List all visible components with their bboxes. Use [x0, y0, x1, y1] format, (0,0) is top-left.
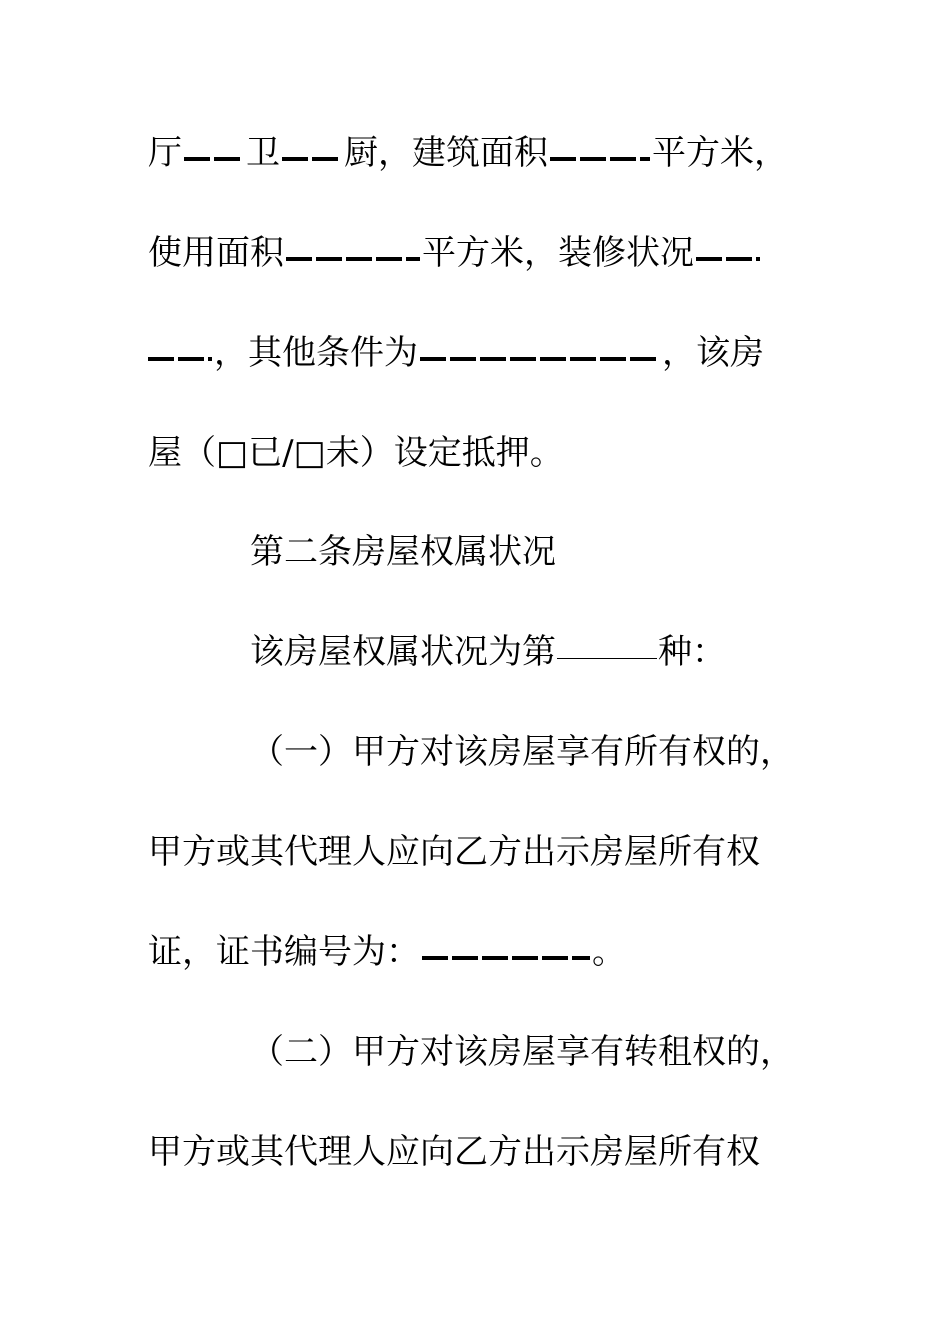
text-segment: 平方米， — [652, 133, 788, 173]
text-segment: ，其他条件为 — [214, 333, 418, 373]
text-line-9 — [148, 927, 950, 977]
fill-blank[interactable] — [286, 257, 420, 261]
text-segment: 证，证书编号为： — [148, 932, 420, 972]
text-segment: 使用面积 — [148, 233, 284, 273]
text-line-2 — [148, 228, 950, 278]
fill-blank[interactable] — [696, 257, 760, 261]
fill-blank[interactable] — [148, 357, 212, 361]
text-line-1 — [148, 128, 950, 178]
fill-blank[interactable] — [422, 956, 590, 960]
text-segment: 第二条房屋权属状况 — [250, 532, 556, 572]
section-heading — [250, 527, 950, 577]
fill-blank[interactable] — [550, 157, 650, 161]
fill-blank[interactable] — [282, 157, 342, 161]
text-segment: 卫 — [246, 133, 280, 173]
text-segment: 甲方或其代理人应向乙方出示房屋所有权 — [148, 832, 760, 872]
fill-blank[interactable] — [420, 357, 660, 361]
text-line-8 — [148, 827, 950, 877]
text-line-3 — [148, 328, 950, 378]
text-segment: ，该房 — [662, 333, 764, 373]
text-line-10 — [250, 1027, 950, 1077]
text-segment: 平方米，装修状况 — [422, 233, 694, 273]
text-segment: 屋（□已/□未）设定抵押。 — [148, 433, 564, 473]
text-segment: 该房屋权属状况为第 — [250, 632, 556, 672]
text-segment: 厨，建筑面积 — [344, 133, 548, 173]
text-line-7 — [250, 727, 950, 777]
fill-blank[interactable] — [184, 157, 244, 161]
fill-blank[interactable] — [557, 658, 657, 659]
text-segment: 。 — [592, 932, 626, 972]
text-segment: （一）甲方对该房屋享有所有权的， — [250, 732, 794, 772]
text-segment: （二）甲方对该房屋享有转租权的， — [250, 1032, 794, 1072]
text-line-11 — [148, 1127, 950, 1177]
text-segment: 厅 — [148, 133, 182, 173]
text-segment: 种： — [658, 632, 726, 672]
text-segment: 甲方或其代理人应向乙方出示房屋所有权 — [148, 1132, 760, 1172]
text-line-4 — [148, 428, 950, 478]
text-line-6 — [250, 627, 950, 677]
